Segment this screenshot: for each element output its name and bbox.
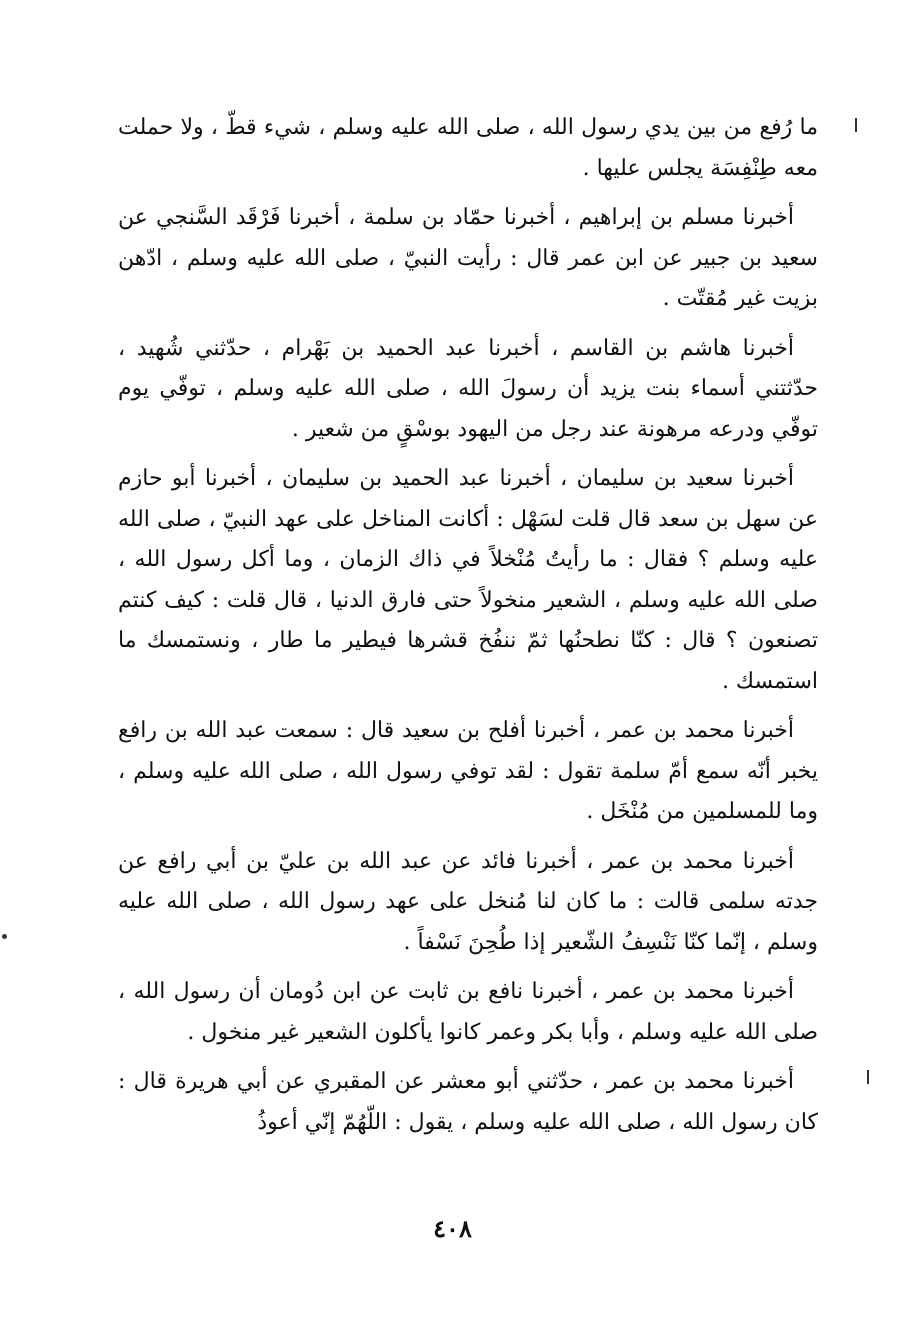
paragraph: أخبرنا محمد بن عمر ، أخبرنا أفلح بن سعيد قال : سمعت عبد الله بن رافع يخبر أنّه سمع أمّ سلمة تقول : لقد توفي رسول الله ، صلى الله عليه وسلم ، وما للمسلمين من مُنْخَل .: [118, 718, 818, 824]
page-number: ٤٠٨: [433, 1214, 472, 1243]
body-text: [118, 108, 818, 1152]
paragraph: أخبرنا محمد بن عمر ، حدّثني أبو معشر عن المقبري عن أبي هريرة قال : كان رسول الله ، صلى الله عليه وسلم ، يقول : اللّهُمّ إنّي أعوذُ: [118, 1069, 818, 1135]
paragraph: ما رُفع من بين يدي رسول الله ، صلى الله عليه وسلم ، شيء قطّ ، ولا حملت معه طِنْفِسَة يجلس عليها .: [118, 115, 818, 181]
margin-dot: [2, 934, 7, 939]
paragraph: أخبرنا محمد بن عمر ، أخبرنا نافع بن ثابت عن ابن دُومان أن رسول الله ، صلى الله عليه وسلم ، وأبا بكر وعمر كانوا يأكلون الشعير غير منخول .: [118, 979, 818, 1045]
paragraph: أخبرنا سعيد بن سليمان ، أخبرنا عبد الحميد بن سليمان ، أخبرنا أبو حازم عن سهل بن سعد قال قلت لسَهْل : أكانت المناخل على عهد النبيّ ، صلى الله عليه وسلم ؟ فقال : ما رأيتُ مُنْخلاً في ذاك الزمان ، وما أكل رسول الله ، صلى الله عليه وسلم ، الشعير منخولاً حتى فارق الدنيا ، قال قلت : كيف كنتم تصنعون ؟ قال : كنّا نطحنُها ثمّ ننفُخ قشرها فيطير ما طار ، ونستمسك ما استمسك .: [118, 466, 818, 694]
paragraph: أخبرنا محمد بن عمر ، أخبرنا فائد عن عبد الله بن عليّ بن أبي رافع عن جدته سلمى قالت : ما كان لنا مُنخل على عهد رسول الله ، صلى الله عليه وسلم ، إنّما كنّا نَنْسِفُ الشّعير إذا طُحِنَ نَسْفاً .: [118, 848, 818, 955]
paragraph: أخبرنا هاشم بن القاسم ، أخبرنا عبد الحميد بن بَهْرام ، حدّثني شُهيد ، حدّثتني أسماء بنت يزيد أن رسولَ الله ، صلى الله عليه وسلم ، توفّي يوم توفّي ودرعه مرهونة عند رجل من اليهود بوسْقٍ من شعير .: [118, 335, 818, 442]
margin-mark: [855, 118, 857, 132]
margin-mark: [867, 1070, 869, 1084]
paragraph: أخبرنا مسلم بن إبراهيم ، أخبرنا حمّاد بن سلمة ، أخبرنا فَرْقَد السَّنجي عن سعيد بن جبير عن ابن عمر قال : رأيت النبيّ ، صلى الله عليه وسلم ، ادّهن بزيت غير مُقتّت .: [118, 205, 818, 311]
